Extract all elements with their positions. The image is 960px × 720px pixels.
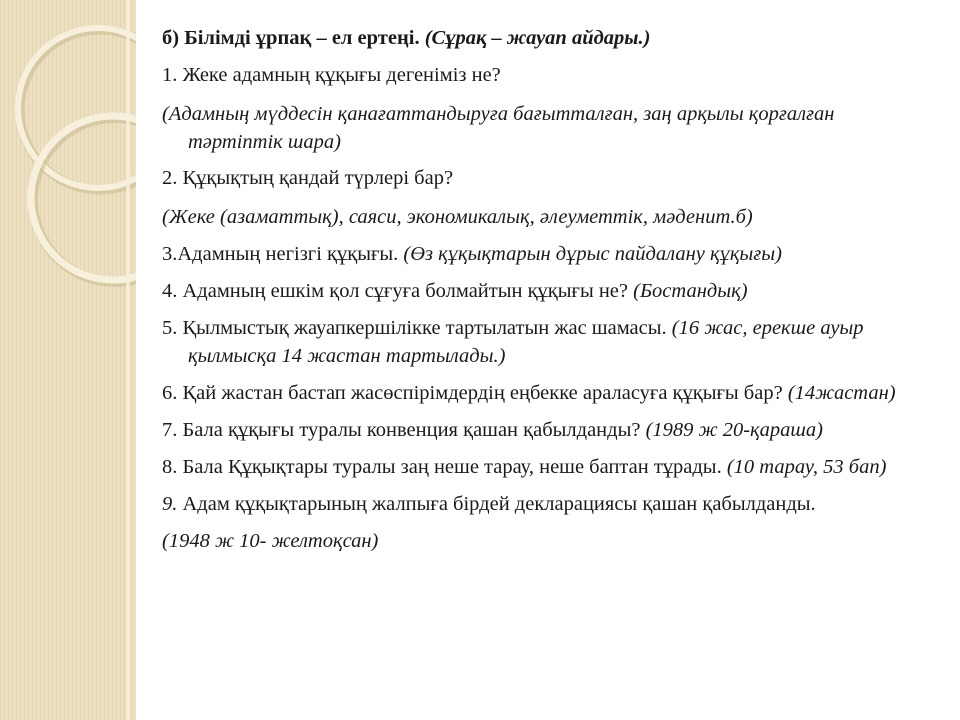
answer-6: (14жастан): [787, 382, 896, 404]
answer-9: (1948 ж 10- желтоқсан): [162, 530, 379, 552]
question-3: 3.Адамның негізгі құқығы. (Өз құқықтарын дұрыс пайдалану құқығы): [162, 243, 782, 265]
question-2: 2. Құқықтың қандай түрлері бар?: [162, 167, 454, 189]
decorative-sidebar: [0, 0, 136, 720]
question-1: 1. Жеке адамның құқығы дегеніміз не?: [162, 64, 501, 86]
question-7: 7. Бала құқығы туралы конвенция қашан қабылданды? (1989 ж 20-қараша): [162, 419, 823, 441]
question-5: 5. Қылмыстық жауапкершілікке тартылатын жас шамасы. (16 жас, ерекше ауыр қылмысқа 14 жастан тартылады.): [162, 317, 864, 367]
slide-title: [162, 24, 932, 52]
decorative-rings: [0, 0, 136, 720]
answer-4: (Бостандық): [633, 280, 748, 302]
question-9: 9. Адам құқықтарының жалпыға бірдей декларациясы қашан қабылданды.: [162, 493, 816, 515]
slide-content: [162, 24, 932, 555]
question-8: 8. Бала Құқықтары туралы заң неше тарау, неше баптан тұрады. (10 тарау, 53 бап): [162, 456, 887, 478]
answer-1: (Адамның мүддесін қанағаттандыруға бағытталған, заң арқылы қорғалған тәртіптік шара): [162, 103, 835, 153]
answer-5: (16 жас, ерекше ауыр қылмысқа 14 жастан тартылады.): [188, 317, 864, 367]
answer-3: (Өз құқықтарын дұрыс пайдалану құқығы): [403, 243, 782, 265]
answer-8: (10 тарау, 53 бап): [726, 456, 887, 478]
title-italic: (Сұрақ – жауап айдары.): [424, 27, 651, 49]
title-bold: б) Білімді ұрпақ – ел ертеңі.: [162, 27, 420, 49]
answer-7: (1989 ж 20-қараша): [645, 419, 823, 441]
question-4: 4. Адамның ешкім қол сұғуға болмайтын құқығы не? (Бостандық): [162, 280, 748, 302]
question-6: 6. Қай жастан бастап жасөспірімдердің еңбекке араласуға құқығы бар? (14жастан): [162, 382, 896, 404]
question-9-number: 9.: [162, 493, 178, 515]
answer-2: (Жеке (азаматтық), саяси, экономикалық, әлеуметтік, мәденит.б): [162, 206, 753, 228]
